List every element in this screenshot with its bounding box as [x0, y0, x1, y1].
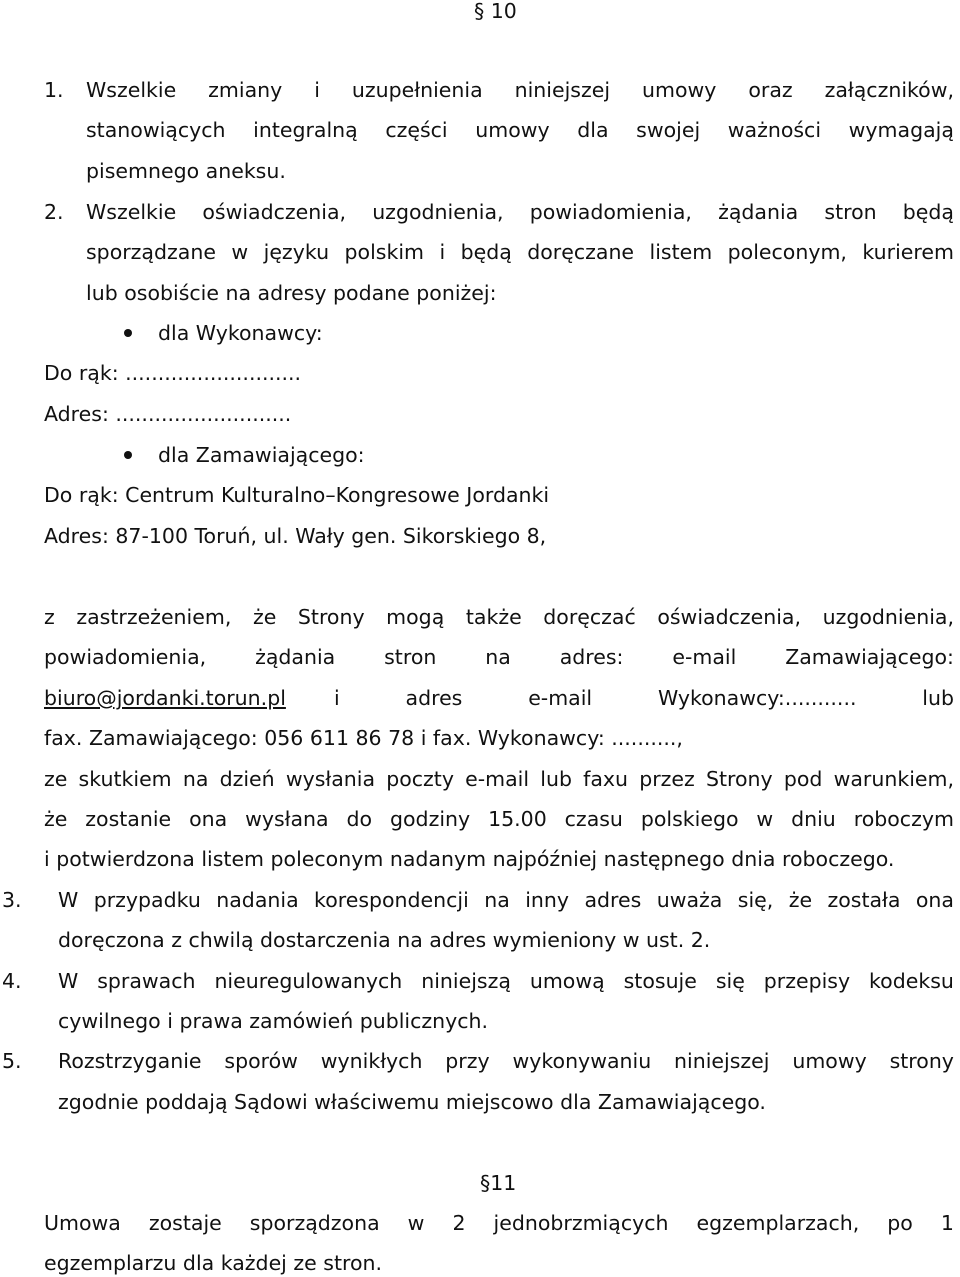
word: języku	[263, 240, 330, 264]
word: Rozstrzyganie	[58, 1049, 202, 1073]
word: stanowiących	[86, 118, 226, 142]
word: oraz	[748, 78, 793, 102]
word: żądania	[718, 200, 799, 224]
word: 2	[452, 1211, 466, 1235]
word: sporządzane	[86, 240, 216, 264]
client-address: Adres: 87-100 Toruń, ul. Wały gen. Sikorskiego 8,	[44, 524, 547, 548]
word: powiadomienia,	[44, 645, 207, 669]
word: Zamawiającego:	[785, 645, 954, 669]
word: że	[788, 888, 813, 912]
word: uzgodnienia,	[822, 605, 954, 629]
word: adres	[405, 686, 463, 710]
word: do	[346, 807, 373, 831]
word: załączników,	[824, 78, 954, 102]
item-5-line-1	[58, 1047, 954, 1075]
word: przez	[639, 767, 695, 791]
item-4-number: 4.	[2, 969, 22, 993]
word: i	[314, 78, 320, 102]
word: ważności	[727, 118, 822, 142]
section-11-heading: §11	[480, 1171, 517, 1195]
word: na	[485, 645, 511, 669]
reservation-line-1	[44, 603, 954, 631]
item-4-line-2: cywilnego i prawa zamówień publicznych.	[58, 1009, 489, 1033]
word: pod	[783, 767, 823, 791]
item-1-line-2	[86, 116, 954, 144]
reservation-line-3-rest	[334, 684, 954, 712]
client-attention: Do rąk: Centrum Kulturalno–Kongresowe Jordanki	[44, 483, 550, 507]
word: zostanie	[85, 807, 172, 831]
word: się	[715, 969, 745, 993]
contractor-address: Adres: ...........................	[44, 402, 292, 426]
word: dzień	[219, 767, 275, 791]
item-3-line-2: doręczona z chwilą dostarczenia na adres wymieniony w ust. 2.	[58, 928, 711, 952]
word: poleconym,	[727, 240, 847, 264]
word: sporów	[224, 1049, 298, 1073]
word: sprawach	[97, 969, 196, 993]
word: godziny	[390, 807, 471, 831]
word: polskim	[344, 240, 424, 264]
contractor-attention: Do rąk: ...........................	[44, 361, 302, 385]
item-2-line-2	[86, 238, 954, 266]
word: kodeksu	[869, 969, 954, 993]
word: Wykonawcy:...........	[657, 686, 857, 710]
bullet-client	[124, 451, 132, 459]
item-3-number: 3.	[2, 888, 22, 912]
word: oświadczenia,	[657, 605, 801, 629]
word: na	[182, 767, 209, 791]
word: integralną	[253, 118, 358, 142]
word: e-mail	[528, 686, 593, 710]
word: uzupełnienia	[351, 78, 483, 102]
word: wysłania	[285, 767, 376, 791]
word: doręczane	[527, 240, 635, 264]
word: e-mail	[465, 767, 530, 791]
item-4-line-1	[58, 967, 954, 995]
word: dniu	[791, 807, 836, 831]
reservation-line-6	[44, 805, 954, 833]
word: w	[231, 240, 249, 264]
word: stosuje	[623, 969, 697, 993]
word: i	[439, 240, 446, 264]
word: korespondencji	[314, 888, 469, 912]
word: poczty	[386, 767, 454, 791]
word: Strony	[297, 605, 365, 629]
word: listem	[649, 240, 713, 264]
word: skutkiem	[78, 767, 172, 791]
word: nieuregulowanych	[214, 969, 403, 993]
word: że	[44, 807, 68, 831]
word: zastrzeżeniem,	[76, 605, 232, 629]
word: powiadomienia,	[529, 200, 692, 224]
word: swojej	[636, 118, 701, 142]
word: stron	[824, 200, 877, 224]
word: ze	[44, 767, 68, 791]
word: będą	[902, 200, 954, 224]
word: przepisy	[763, 969, 851, 993]
word: żądania	[255, 645, 336, 669]
reservation-line-7: i potwierdzona listem poleconym nadanym najpóźniej następnego dnia roboczego.	[44, 847, 895, 871]
word: Wszelkie	[86, 200, 177, 224]
word: w	[407, 1211, 425, 1235]
word: warunkiem,	[833, 767, 954, 791]
section-10-heading: § 10	[474, 0, 517, 23]
word: stron	[384, 645, 437, 669]
word: została	[827, 888, 901, 912]
word: umowy	[792, 1049, 867, 1073]
word: wykonywaniu	[512, 1049, 652, 1073]
word: także	[465, 605, 522, 629]
word: części	[385, 118, 448, 142]
word: uzgodnienia,	[372, 200, 504, 224]
word: 15.00	[488, 807, 547, 831]
bullet-contractor	[124, 329, 132, 337]
word: oświadczenia,	[202, 200, 347, 224]
item-5-line-2: zgodnie poddają Sądowi właściwemu miejscowo dla Zamawiającego.	[58, 1090, 766, 1114]
word: umową	[529, 969, 605, 993]
word: e-mail	[672, 645, 737, 669]
word: wysłana	[245, 807, 329, 831]
word: strony	[889, 1049, 954, 1073]
word: na	[484, 888, 510, 912]
word: w	[756, 807, 774, 831]
word: będą	[460, 240, 512, 264]
item-3-line-1	[58, 886, 954, 914]
word: czasu	[564, 807, 623, 831]
reservation-line-3	[44, 684, 954, 712]
word: 1	[940, 1211, 954, 1235]
word: przypadku	[93, 888, 201, 912]
word: niniejszej	[674, 1049, 770, 1073]
word: że	[252, 605, 277, 629]
item-1-number: 1.	[44, 78, 64, 102]
section-11-line-1	[44, 1209, 954, 1237]
item-2-line-1	[86, 198, 954, 226]
word: umowy	[641, 78, 717, 102]
section-11-line-2: egzemplarzu dla każdej ze stron.	[44, 1251, 383, 1275]
word: polskiego	[640, 807, 739, 831]
word: niniejszej	[514, 78, 611, 102]
word: ona	[189, 807, 228, 831]
word: W	[58, 888, 79, 912]
word: ona	[915, 888, 954, 912]
client-label: dla Zamawiającego:	[158, 443, 365, 467]
word: mogą	[386, 605, 445, 629]
item-2-number: 2.	[44, 200, 64, 224]
word: umowy	[475, 118, 550, 142]
word: dla	[577, 118, 609, 142]
word: zmiany	[208, 78, 283, 102]
word: W	[58, 969, 79, 993]
word: zostaje	[148, 1211, 222, 1235]
word: i	[334, 686, 340, 710]
word: adres	[584, 888, 642, 912]
word: Umowa	[44, 1211, 121, 1235]
word: uważa	[656, 888, 723, 912]
word: roboczym	[853, 807, 954, 831]
word: lub	[540, 767, 572, 791]
word: inny	[525, 888, 570, 912]
word: lub	[922, 686, 954, 710]
word: wymagają	[848, 118, 954, 142]
item-1-line-3: pisemnego aneksu.	[86, 159, 286, 183]
word: wynikłych	[320, 1049, 423, 1073]
word: faxu	[583, 767, 629, 791]
word: kurierem	[862, 240, 954, 264]
item-2-line-3: lub osobiście na adresy podane poniżej:	[86, 281, 497, 305]
word: Strony	[705, 767, 773, 791]
word: doręczać	[543, 605, 636, 629]
reservation-line-5	[44, 765, 954, 793]
reservation-line-2	[44, 643, 954, 671]
word: jednobrzmiących	[493, 1211, 669, 1235]
word: z	[44, 605, 55, 629]
word: Wszelkie	[86, 78, 177, 102]
word: się,	[737, 888, 774, 912]
item-5-number: 5.	[2, 1049, 22, 1073]
word: po	[887, 1211, 913, 1235]
client-email-link[interactable]: biuro@jordanki.torun.pl	[44, 686, 286, 710]
word: nadania	[216, 888, 299, 912]
reservation-line-4: fax. Zamawiającego: 056 611 86 78 i fax. Wykonawcy: ..........,	[44, 726, 683, 750]
word: egzemplarzach,	[696, 1211, 860, 1235]
item-1-line-1	[86, 76, 954, 104]
contractor-label: dla Wykonawcy:	[158, 321, 323, 345]
word: niniejszą	[421, 969, 511, 993]
word: przy	[445, 1049, 490, 1073]
word: sporządzona	[249, 1211, 380, 1235]
word: adres:	[559, 645, 624, 669]
